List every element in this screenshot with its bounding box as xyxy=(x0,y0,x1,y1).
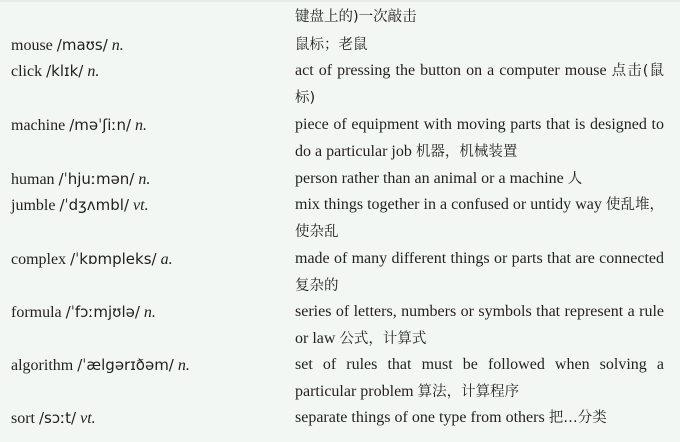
definition xyxy=(295,166,664,193)
definition xyxy=(295,58,664,111)
part-of-speech: a. xyxy=(160,251,173,268)
part-of-speech: n. xyxy=(138,171,151,188)
translation: 键盘上的)一次敲击 xyxy=(295,9,417,25)
phonetic: /ˈdʒʌmbl/ xyxy=(59,196,130,214)
definition-text: mix things together in a confused or untidy way xyxy=(295,196,602,213)
definition-text: person rather than an animal or a machine xyxy=(295,170,564,187)
phonetic: /məˈʃiːn/ xyxy=(69,116,132,134)
headword: formula xyxy=(11,304,62,321)
part-of-speech: vt. xyxy=(133,197,149,214)
definition xyxy=(295,246,664,299)
term xyxy=(11,32,286,60)
definition xyxy=(295,112,664,165)
part-of-speech: n. xyxy=(135,117,148,134)
translation: 把…分类 xyxy=(548,410,607,426)
term xyxy=(11,166,286,194)
term xyxy=(11,112,286,140)
translation: 使乱堆，使杂乱 xyxy=(295,197,665,240)
translation: 公式，计算式 xyxy=(339,330,427,347)
translation: 算法，计算程序 xyxy=(417,383,520,400)
phonetic: /ˈælgərɪðəm/ xyxy=(77,356,174,374)
phonetic: /ˈfɔːmjʊlə/ xyxy=(65,303,140,321)
headword: click xyxy=(11,63,43,80)
part-of-speech: n. xyxy=(177,357,190,374)
definition-text: piece of equipment with moving parts that is designed to do a particular job xyxy=(295,116,664,160)
headword: machine xyxy=(11,117,66,134)
definition-text: separate things of one type from others xyxy=(295,409,545,426)
definition xyxy=(295,352,664,405)
definition xyxy=(295,32,664,59)
definition-text: set of rules that must be followed when solving a particular problem xyxy=(295,356,664,400)
definition xyxy=(295,192,664,245)
top-stripe xyxy=(0,0,680,2)
headword: complex xyxy=(11,251,67,268)
headword: mouse xyxy=(11,37,53,54)
part-of-speech: n. xyxy=(111,37,124,54)
term xyxy=(11,192,286,220)
translation: 点击(鼠标) xyxy=(295,63,664,106)
term xyxy=(11,405,286,433)
translation: 机器，机械装置 xyxy=(415,143,518,160)
headword: human xyxy=(11,171,55,188)
definition xyxy=(295,299,664,352)
term xyxy=(11,246,286,274)
definition xyxy=(295,4,664,31)
term xyxy=(11,352,286,380)
translation: 鼠标；老鼠 xyxy=(295,37,368,53)
phonetic: /klɪk/ xyxy=(46,62,84,80)
term xyxy=(11,299,286,327)
definition-text: act of pressing the button on a computer mouse xyxy=(295,62,607,79)
phonetic: /sɔːt/ xyxy=(39,409,77,427)
part-of-speech: n. xyxy=(87,63,100,80)
term xyxy=(11,58,286,86)
phonetic: /maʊs/ xyxy=(56,36,108,54)
phonetic: /ˈkɒmpleks/ xyxy=(70,250,157,268)
translation: 复杂的 xyxy=(295,277,339,294)
translation: 人 xyxy=(567,171,583,187)
part-of-speech: vt. xyxy=(80,410,96,427)
headword: sort xyxy=(11,410,35,427)
definition xyxy=(295,405,664,432)
phonetic: /ˈhjuːmən/ xyxy=(58,170,135,188)
part-of-speech: n. xyxy=(143,304,156,321)
headword: algorithm xyxy=(11,357,74,374)
definition-text: made of many different things or parts that are connected xyxy=(295,250,664,267)
definition-text: series of letters, numbers or symbols that represent a rule or law xyxy=(295,303,664,347)
headword: jumble xyxy=(11,197,56,214)
